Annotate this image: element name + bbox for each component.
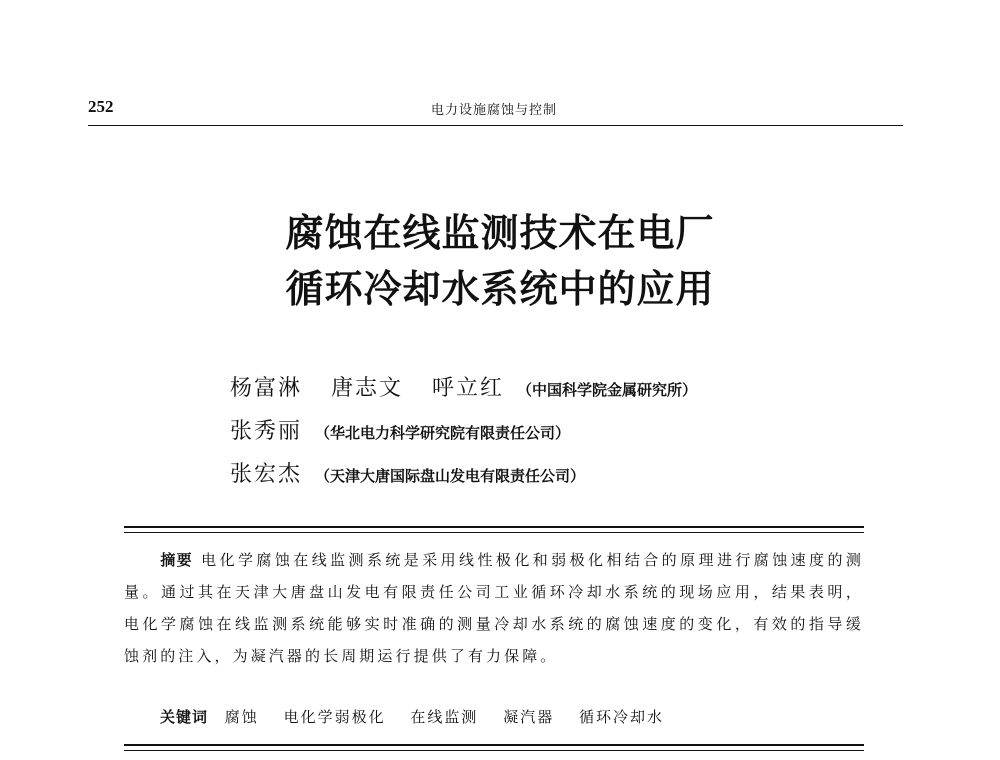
header-rule	[88, 125, 903, 126]
author-line	[230, 411, 697, 454]
keywords-label: 关键词	[160, 708, 209, 726]
abstract-top-rule	[124, 526, 864, 533]
author-name: 呼立红	[432, 376, 505, 401]
keyword: 凝汽器	[503, 708, 555, 726]
abstract-text: 电化学腐蚀在线监测系统是采用线性极化和弱极化相结合的原理进行腐蚀速度的测量。通过其在天津大唐盘山发电有限责任公司工业循环冷却水系统的现场应用，结果表明，电化学腐蚀在线监测系统能够实时准确的测量冷却水系统的腐蚀速度的变化，有效的指导缓蚀剂的注入，为凝汽器的长周期运行提供了有力保障。	[124, 551, 864, 665]
author-affiliation: （中国科学院金属研究所）	[517, 381, 698, 399]
abstract	[124, 544, 864, 672]
journal-title: 电力设施腐蚀与控制	[430, 103, 557, 118]
keyword: 电化学弱极化	[283, 708, 386, 726]
author-affiliation: （天津大唐国际盘山发电有限责任公司）	[315, 467, 586, 485]
page-number: 252	[88, 97, 114, 116]
author-affiliation: （华北电力科学研究院有限责任公司）	[315, 424, 571, 442]
author-name: 唐志文	[331, 376, 404, 401]
author-name: 张秀丽	[230, 419, 303, 444]
author-name: 杨富淋	[230, 376, 303, 401]
page-header	[88, 93, 900, 127]
author-line	[230, 368, 697, 411]
title-line-2: 循环冷却水系统中的应用	[285, 266, 715, 311]
abstract-bottom-rule	[124, 744, 864, 751]
author-name: 张宏杰	[230, 462, 303, 487]
author-line	[230, 454, 697, 497]
keyword: 在线监测	[410, 708, 479, 726]
title-line-1: 腐蚀在线监测技术在电厂	[285, 210, 715, 255]
abstract-label: 摘要	[160, 551, 193, 569]
keyword: 循环冷却水	[578, 708, 664, 726]
keywords	[160, 706, 682, 727]
article-title	[0, 205, 1000, 317]
author-block	[230, 368, 697, 497]
keyword: 腐蚀	[224, 708, 259, 726]
